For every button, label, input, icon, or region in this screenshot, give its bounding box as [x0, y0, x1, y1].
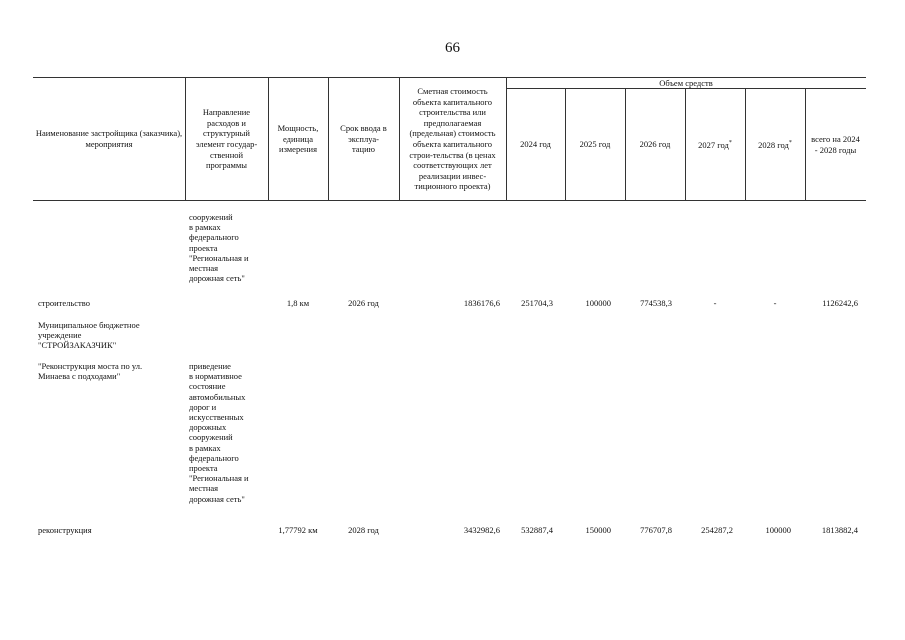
row2-2024: 532887,4 [521, 525, 553, 535]
block1-direction: сооружений в рамках федерального проекта "Региональная и местная дорожная сеть" [189, 212, 249, 284]
header-year-2028: 2028 год* [758, 140, 792, 151]
row2-capacity: 1,77792 км [278, 525, 318, 535]
row1-2028: - [773, 298, 777, 308]
footnote-mark-2027: * [728, 140, 732, 147]
header-total: всего на 2024 - 2028 годы [811, 133, 860, 155]
row2-2027: 254287,2 [701, 525, 733, 535]
customer-name: Муниципальное бюджетное учреждение "СТРОЙЗАКАЗЧИК" [38, 320, 140, 351]
row2-2026: 776707,8 [640, 525, 672, 535]
project-name: "Реконструкция моста по ул. Минаева с подходами" [38, 361, 143, 382]
header-year-2024: 2024 год [520, 139, 551, 150]
header-cost: Сметная стоимость объекта капитального строительства или предполагаемая (предельная) стоимость объекта капитального строи-тельства (в ценах соответствующих лет реализации инвес-тиционного проекта) [409, 86, 496, 192]
header-term: Срок ввода в эксплуа-тацию [340, 123, 387, 155]
row2-cost: 3432982,6 [463, 525, 500, 535]
row1-cost: 1836176,6 [463, 298, 500, 308]
row2-name: реконструкция [38, 525, 92, 535]
row1-2025: 100000 [585, 298, 611, 308]
row2-2028: 100000 [765, 525, 791, 535]
header-group-funds: Объем средств [659, 77, 713, 88]
header-year-2027: 2027 год* [698, 140, 732, 151]
page-number: 66 [445, 40, 460, 56]
project-direction: приведение в нормативное состояние автомобильных дорог и искусственных дорожных сооружений в рамках федерального проекта "Региональная и местная дорожная сеть" [189, 361, 249, 504]
header-direction: Направление расходов и структурный элемент государ-ственной программы [195, 107, 258, 171]
row1-name: строительство [38, 298, 90, 308]
row1-2026: 774538,3 [640, 298, 672, 308]
row1-capacity: 1,8 км [286, 298, 310, 308]
row1-total: 1126242,6 [822, 298, 858, 308]
row1-2024: 251704,3 [521, 298, 553, 308]
row2-term: 2028 год [348, 525, 379, 535]
row1-term: 2026 год [348, 298, 379, 308]
footnote-mark-2028: * [788, 140, 792, 147]
header-bottom-line [33, 200, 866, 201]
row2-2025: 150000 [585, 525, 611, 535]
header-capacity: Мощность, единица измерения [277, 123, 319, 155]
row1-2027: - [713, 298, 717, 308]
header-year-2026: 2026 год [639, 139, 671, 150]
header-year-2025: 2025 год [579, 139, 611, 150]
header-name: Наименование застройщика (заказчика), мероприятия [35, 128, 183, 149]
row2-total: 1813882,4 [821, 525, 858, 535]
